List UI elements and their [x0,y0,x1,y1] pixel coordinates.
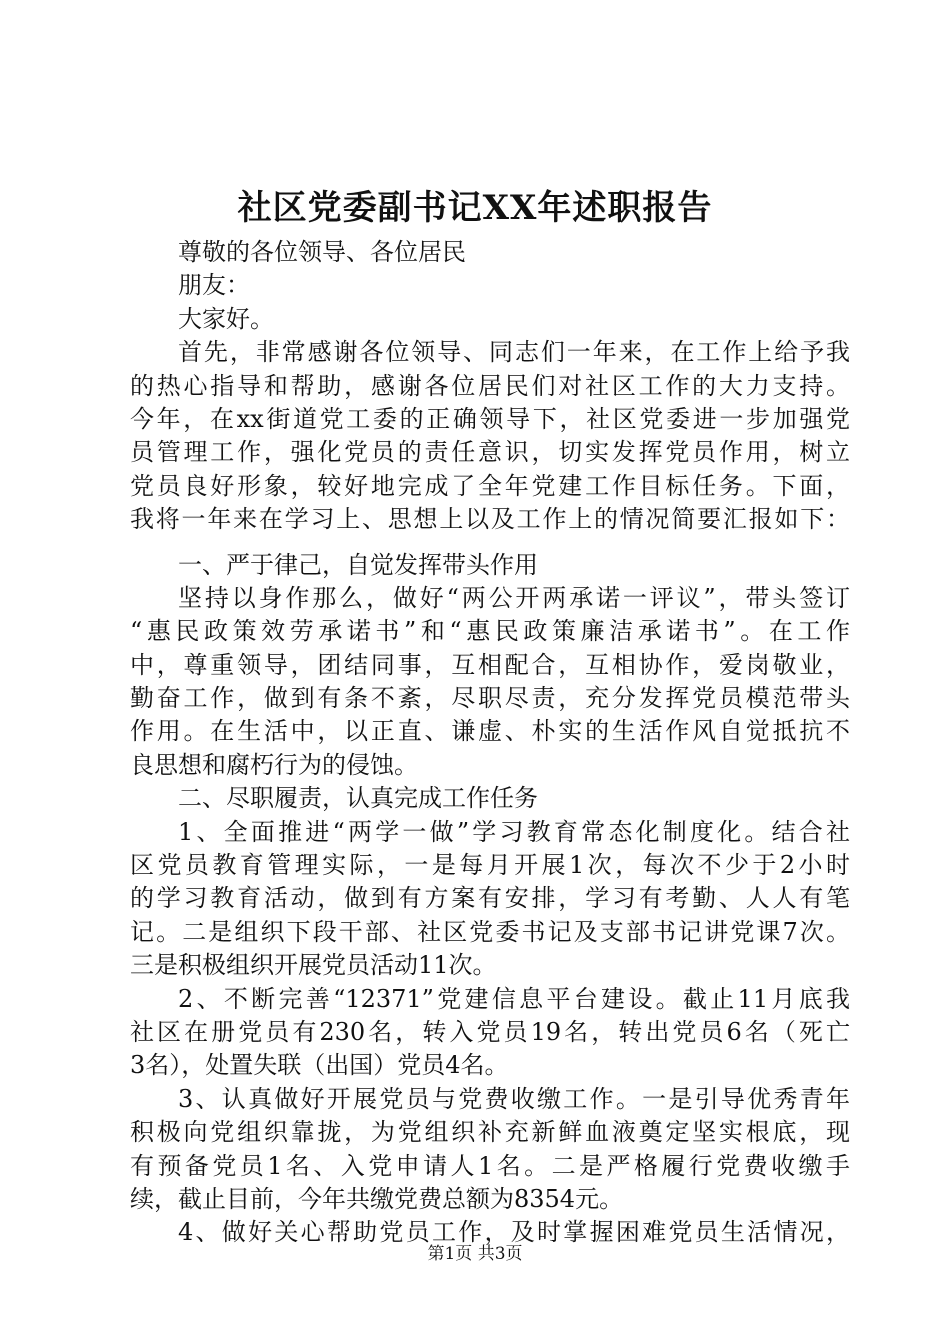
paragraph-line: 作用。在生活中，以正直、谦虚、朴实的生活作风自觉抵抗不 [130,717,850,746]
paragraph-line: 良思想和腐朽行为的侵蚀。 [130,750,418,779]
document-body [130,236,850,1250]
paragraph-line: 员管理工作，强化党员的责任意识，切实发挥党员作用，树立 [130,438,850,467]
document-title: 社区党委副书记XX年述职报告 [237,188,713,228]
section-heading: 二、尽职履责，认真完成工作任务 [178,784,538,813]
paragraph-line: 的学习教育活动，做到有方案有安排，学习有考勤、人人有笔 [130,884,850,913]
greeting-line: 大家好。 [178,304,274,333]
paragraph-line: 续，截止目前，今年共缴党费总额为8354元。 [130,1184,624,1213]
paragraph-line: 1、全面推进“两学一做”学习教育常态化制度化。结合社 [178,817,850,846]
paragraph-line: 坚持以身作那么，做好“两公开两承诺一评议”，带头签订 [178,583,850,612]
paragraph-line: 3名），处置失联（出国）党员4名。 [130,1051,509,1080]
paragraph-gap [130,537,850,549]
paragraph-line: 社区在册党员有230名，转入党员19名，转出党员6名（死亡 [130,1017,850,1046]
paragraph-line: 党员良好形象，较好地完成了全年党建工作目标任务。下面， [130,471,850,500]
paragraph-line: “惠民政策效劳承诺书”和“惠民政策廉洁承诺书”。在工作 [130,617,850,646]
paragraph-line: 记。二是组织下段干部、社区党委书记及支部书记讲党课7次。 [130,917,850,946]
page-footer: 第1页 共3页 [427,1244,523,1264]
paragraph-line: 中，尊重领导，团结同事，互相配合，互相协作，爱岗敬业， [130,650,850,679]
paragraph-line: 的热心指导和帮助，感谢各位居民们对社区工作的大力支持。 [130,371,850,400]
paragraph-line: 勤奋工作，做到有条不紊，尽职尽责，充分发挥党员模范带头 [130,684,850,713]
paragraph-line: 首先，非常感谢各位领导、同志们一年来，在工作上给予我 [178,338,850,367]
paragraph-line: 4、做好关心帮助党员工作，及时掌握困难党员生活情况， [178,1218,850,1247]
paragraph-line: 2、不断完善“12371”党建信息平台建设。截止11月底我 [178,984,850,1013]
paragraph-line: 3、认真做好开展党员与党费收缴工作。一是引导优秀青年 [178,1084,850,1113]
paragraph-line: 积极向党组织靠拢，为党组织补充新鲜血液奠定坚实根底，现 [130,1118,850,1147]
salutation-line: 尊敬的各位领导、各位居民 [178,238,466,266]
salutation-line: 朋友： [178,271,250,300]
paragraph-line: 区党员教育管理实际，一是每月开展1次，每次不少于2小时 [130,851,850,880]
paragraph-line: 今年，在xx街道党工委的正确领导下，社区党委进一步加强党 [130,404,850,433]
paragraph-line: 有预备党员1名、入党申请人1名。二是严格履行党费收缴手 [130,1151,850,1180]
section-heading: 一、严于律己，自觉发挥带头作用 [178,550,538,579]
paragraph-line: 三是积极组织开展党员活动11次。 [130,951,497,980]
paragraph-line: 我将一年来在学习上、思想上以及工作上的情况简要汇报如下： [130,505,850,534]
